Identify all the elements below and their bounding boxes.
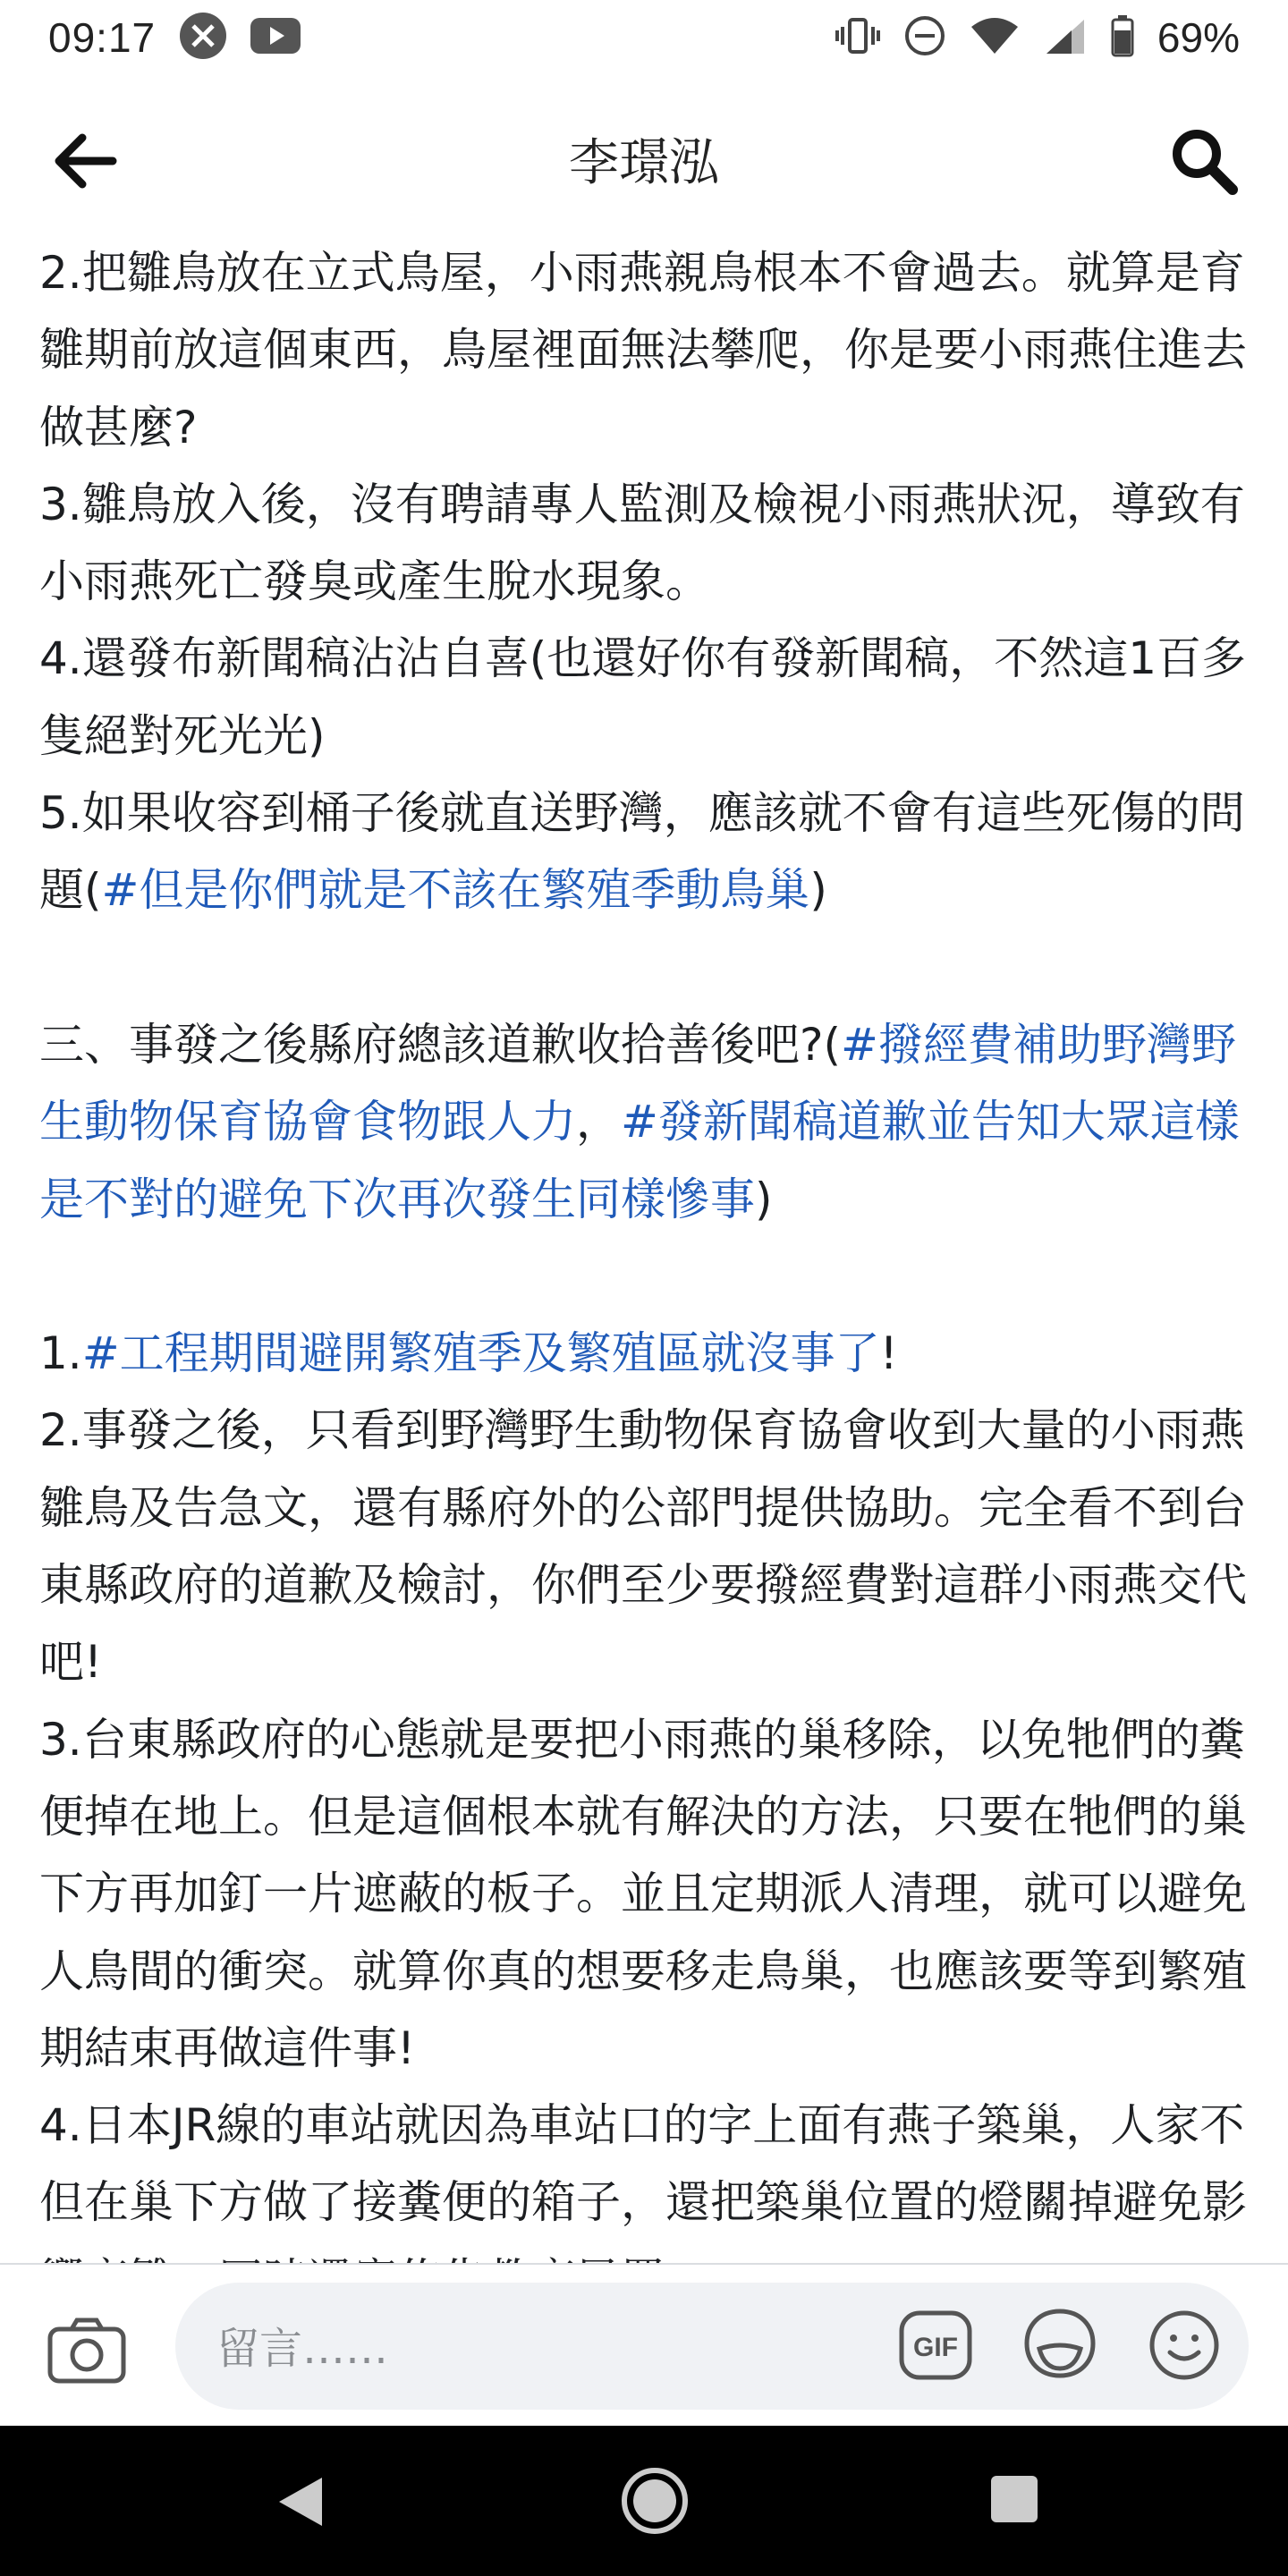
post-text: ， bbox=[576, 1096, 621, 1148]
emoji-button[interactable] bbox=[1147, 2308, 1222, 2383]
post-paragraph bbox=[39, 1006, 1252, 1238]
status-bar-right bbox=[835, 13, 1240, 62]
navigation-bar bbox=[0, 2426, 1288, 2576]
comment-box bbox=[175, 2283, 1249, 2410]
camera-icon bbox=[47, 2373, 127, 2390]
hashtag-link[interactable]: #工程期間避開繁殖季及繁殖區就沒事了 bbox=[81, 1327, 880, 1380]
gif-button[interactable] bbox=[898, 2309, 973, 2381]
post-text: ) bbox=[755, 1173, 773, 1225]
post-text: 2.把雛鳥放在立式鳥屋，小雨燕親鳥根本不會過去。就算是育雛期前放這個東西，鳥屋裡面無法攀爬，你是要小雨燕住進去做甚麼? bbox=[39, 247, 1247, 453]
nav-recents-icon bbox=[989, 2511, 1039, 2528]
post-content bbox=[0, 234, 1288, 2263]
post-paragraph bbox=[39, 234, 1252, 466]
nav-home-button[interactable] bbox=[619, 2465, 691, 2537]
post-text: 三、事發之後縣府總該道歉收拾善後吧?( bbox=[39, 1018, 842, 1071]
post-text: 3.雛鳥放入後，沒有聘請專人監測及檢視小雨燕狀況，導致有小雨燕死亡發臭或產生脫水現象。 bbox=[39, 478, 1245, 608]
nav-recents-button[interactable] bbox=[989, 2474, 1039, 2524]
post-paragraph bbox=[39, 1701, 1252, 2087]
post-text: 5.如果收容到桶子後就直送野灣，應該就不會有這些死傷的問題( bbox=[39, 787, 1245, 917]
no-sim-icon bbox=[179, 12, 227, 64]
hashtag-link[interactable]: #發新聞稿道歉並告知大眾這樣是不對的避免下次再次發生同樣慘事 bbox=[39, 1096, 1240, 1225]
camera-button[interactable] bbox=[47, 2315, 127, 2386]
signal-icon bbox=[1043, 16, 1088, 60]
battery-percentage: 69% bbox=[1157, 14, 1240, 61]
comment-input[interactable] bbox=[215, 2317, 844, 2381]
post-text: 4.日本JR線的車站就因為車站口的字上面有燕子築巢，人家不但在巢下方做了接糞便的箱子，還把築巢位置的燈關掉避免影 bbox=[39, 2099, 1247, 2229]
post-text: 3.台東縣政府的心態就是要把小雨燕的巢移除，以免牠們的糞便掉在地上。但是這個根本就有解決的方法，只要在牠們的巢下方再加釘一片遮蔽的板子。並且定期派人清理，就可以避免人鳥間的衝突。就算你真的想要移走鳥巢，也應該要等到繁殖期結束再做這件事! bbox=[39, 1713, 1247, 2074]
page-title: 李璟泓 bbox=[569, 134, 719, 192]
post-text: 4.還發布新聞稿沾沾自喜(也還好你有發新聞稿，不然這1百多隻絕對死光光) bbox=[39, 632, 1247, 762]
hashtag-link[interactable]: #但是你們就是不該在繁殖季動鳥巢 bbox=[101, 864, 810, 917]
post-body-text bbox=[0, 234, 1288, 2318]
status-bar bbox=[0, 0, 1288, 75]
post-text: ) bbox=[809, 864, 827, 917]
post-paragraph bbox=[39, 1392, 1252, 1700]
wifi-icon bbox=[970, 16, 1020, 60]
nav-back-button[interactable] bbox=[268, 2470, 331, 2533]
emoji-icon bbox=[1147, 2369, 1222, 2386]
sticker-button[interactable] bbox=[1021, 2306, 1098, 2385]
battery-icon bbox=[1111, 15, 1134, 61]
comment-composer bbox=[0, 2263, 1288, 2426]
header bbox=[0, 98, 1288, 215]
post-text: 1. bbox=[39, 1327, 82, 1380]
vibrate-icon bbox=[835, 16, 880, 60]
do-not-disturb-icon bbox=[903, 14, 946, 62]
youtube-icon bbox=[250, 16, 301, 60]
post-paragraph bbox=[39, 1315, 1252, 1392]
status-time: 09:17 bbox=[48, 14, 157, 61]
gif-icon bbox=[898, 2309, 973, 2381]
nav-home-icon bbox=[619, 2523, 691, 2540]
paragraph-spacer bbox=[39, 1238, 1252, 1315]
post-text: ! bbox=[879, 1327, 898, 1380]
post-paragraph bbox=[39, 775, 1252, 929]
post-paragraph bbox=[39, 466, 1252, 621]
search-button[interactable] bbox=[1166, 123, 1241, 199]
paragraph-spacer bbox=[39, 929, 1252, 1006]
status-bar-left bbox=[48, 12, 301, 64]
hashtag-link[interactable]: #撥經費補助野灣野生動物保育協會食物跟人力 bbox=[39, 1018, 1236, 1148]
sticker-icon bbox=[1021, 2371, 1098, 2388]
search-icon bbox=[1166, 185, 1241, 202]
nav-back-icon bbox=[268, 2520, 331, 2537]
post-paragraph bbox=[39, 620, 1252, 775]
gif-label: GIF bbox=[913, 2333, 958, 2362]
post-text: 2.事發之後，只看到野灣野生動物保育協會收到大量的小雨燕雛鳥及告急文，還有縣府外的公部門提供協助。完全看不到台東縣政府的道歉及檢討，你們至少要撥經費對這群小雨燕交代吧! bbox=[39, 1404, 1247, 1689]
